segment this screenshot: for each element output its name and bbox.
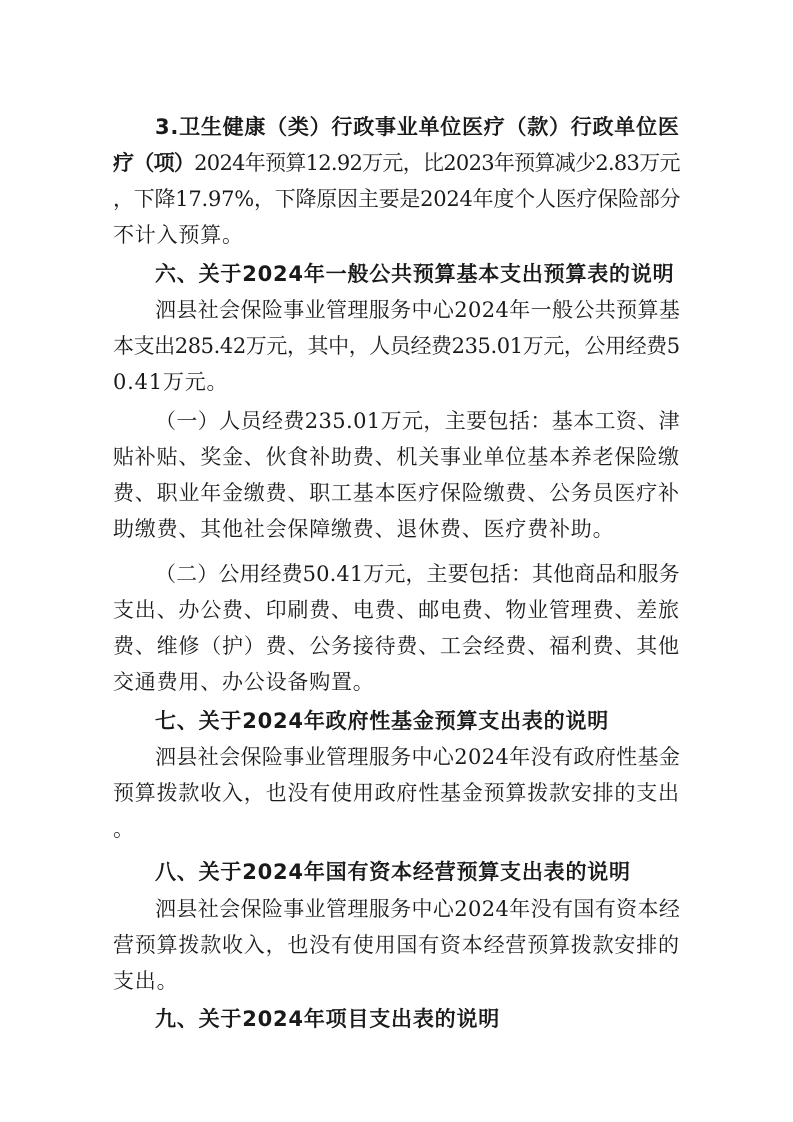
section6-p2-line1: （一）人员经费235.01万元，主要包括：基本工资、津: [155, 409, 681, 433]
section6-p1-line1: 泗县社会保险事业管理服务中心2024年一般公共预算基: [155, 298, 681, 322]
section6-p1-line2: 本支出285.42万元，其中，人员经费235.01万元，公用经费5: [113, 334, 680, 358]
section3-line3: ，下降17.97%，下降原因主要是2024年度个人医疗保险部分: [113, 187, 681, 211]
section6-p2-line3: 费、职业年金缴费、职工基本医疗保险缴费、公务员医疗补: [113, 481, 680, 505]
section3-line2-rest: 2024年预算12.92万元，比2023年预算减少2.83万元: [194, 151, 680, 175]
section3-line1: 3.卫生健康（类）行政事业单位医疗（款）行政单位医: [155, 115, 680, 139]
section8-p1-line1: 泗县社会保险事业管理服务中心2024年没有国有资本经: [155, 897, 681, 921]
section6-p3-line1: （二）公用经费50.41万元，主要包括：其他商品和服务: [155, 562, 680, 586]
section6-p1-line3: 0.41万元。: [113, 370, 229, 394]
section9-heading: 九、关于2024年项目支出表的说明: [155, 1007, 501, 1031]
section7-p1-line3: 。: [113, 817, 135, 841]
section8-p1-line3: 支出。: [113, 969, 179, 993]
section6-p2-line2: 贴补贴、奖金、伙食补助费、机关事业单位基本养老保险缴: [113, 445, 680, 469]
section6-p3-line3: 费、维修（护）费、公务接待费、工会经费、福利费、其他: [113, 634, 680, 658]
section3-line2-bold: 疗（项）: [113, 151, 195, 175]
section6-p2-line4: 助缴费、其他社会保障缴费、退休费、医疗费补助。: [113, 517, 615, 541]
section7-p1-line1: 泗县社会保险事业管理服务中心2024年没有政府性基金: [155, 745, 681, 769]
section3-line2: [113, 149, 680, 177]
section6-p3-line4: 交通费用、办公设备购置。: [113, 670, 375, 694]
section8-p1-line2: 营预算拨款收入，也没有使用国有资本经营预算拨款安排的: [113, 933, 680, 957]
section7-p1-line2: 预算拨款收入，也没有使用政府性基金预算拨款安排的支出: [113, 781, 680, 805]
section6-heading: 六、关于2024年一般公共预算基本支出预算表的说明: [155, 262, 675, 286]
section3-line4: 不计入预算。: [113, 223, 244, 247]
section6-p3-line2: 支出、办公费、印刷费、电费、邮电费、物业管理费、差旅: [113, 598, 680, 622]
section8-heading: 八、关于2024年国有资本经营预算支出表的说明: [155, 860, 631, 884]
section7-heading: 七、关于2024年政府性基金预算支出表的说明: [155, 709, 610, 733]
